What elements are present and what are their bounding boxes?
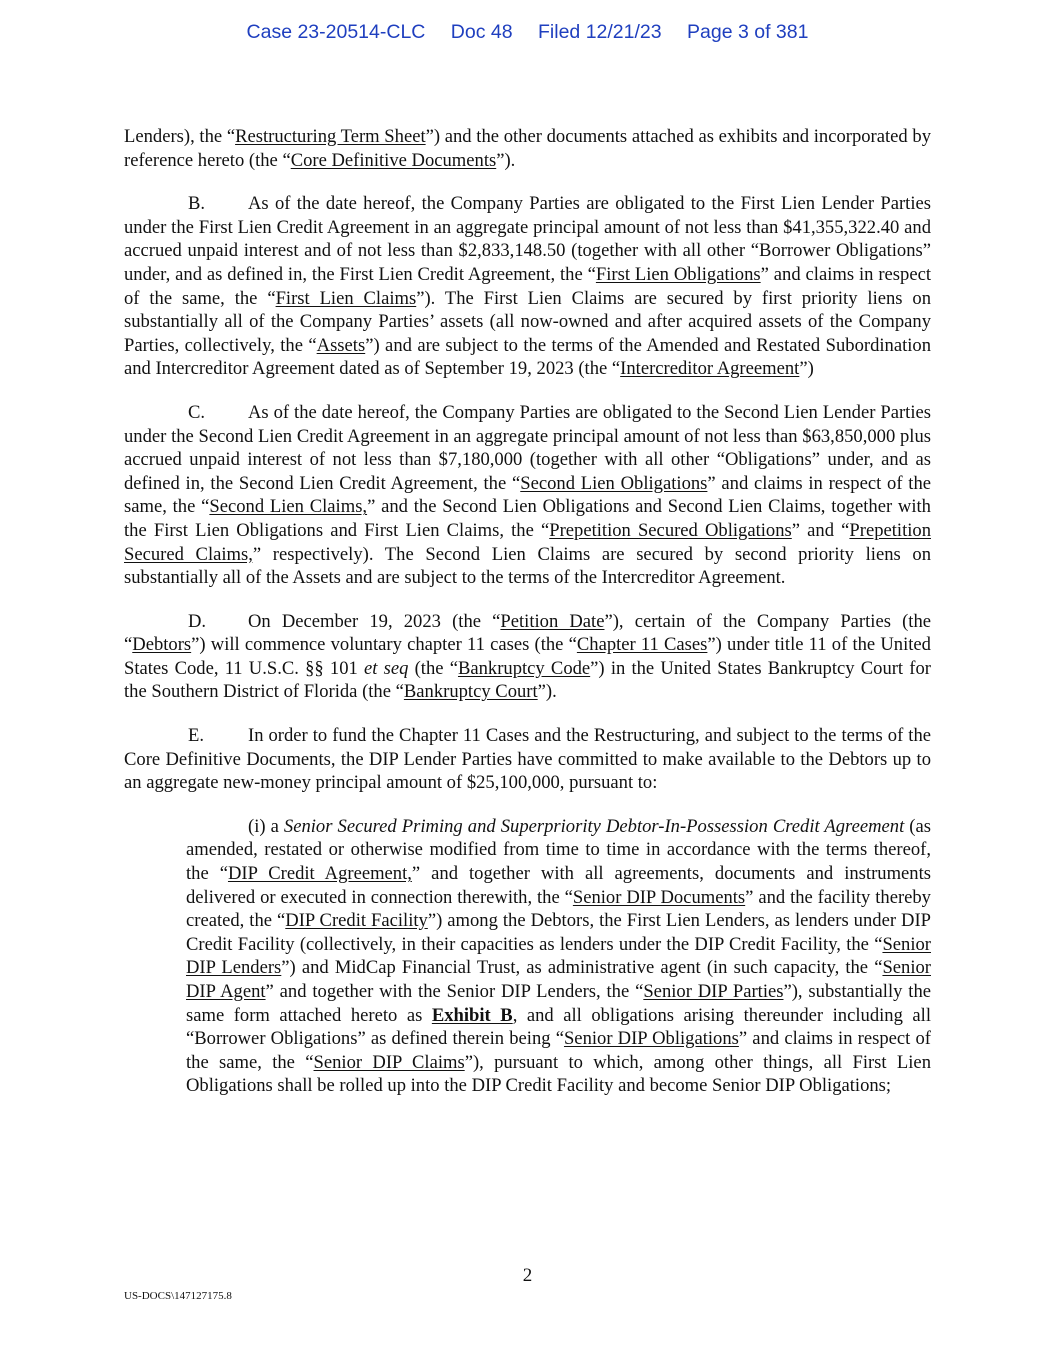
paragraph-d: D. On December 19, 2023 (the “Petition Date”), certain of the Company Parties (the “Debtors”) will commence voluntary chapter 11 cases (the “Chapter 11 Cases”) under title 11 of the United States Code, 11 U.S.C. §§ 101 et seq (the “Bankruptcy Code”) in the United States Bankruptcy Court for the Southern District of Florida (the “Bankruptcy Court”).	[124, 610, 931, 703]
paragraph-letter: D.	[188, 610, 207, 632]
filed-date: Filed 12/21/23	[538, 21, 662, 43]
paragraph-continuation: Lenders), the “Restructuring Term Sheet”) and the other documents attached as exhibits and incorporated by reference hereto (the “Core Definitive Documents”).	[124, 126, 931, 171]
paragraph-letter: C.	[188, 401, 206, 423]
paragraph-e-i: (i) a Senior Secured Priming and Superpriority Debtor-In-Possession Credit Agreement (as amended, restated or otherwise modified from time to time in accordance with the terms thereof, the “DIP Credit Agreement,” and together with all agreements, documents and instruments delivered or executed in connection therewith, the “Senior DIP Documents” and the facility thereby created, the “DIP Credit Facility”) among the Debtors, the First Lien Lenders, as lenders under DIP Credit Facility (collectively, in their capacities as lenders under the DIP Credit Facility, the “Senior DIP Lenders”) and MidCap Financial Trust, as administrative agent (in such capacity, the “Senior DIP Agent” and together with the Senior DIP Lenders, the “Senior DIP Parties”), substantially the same form attached hereto as Exhibit B, and all obligations arising thereunder including all “Borrower Obligations” as defined therein being “Senior DIP Obligations” and claims in respect of the same, the “Senior DIP Claims”), pursuant to which, among other things, all First Lien Obligations shall be rolled up into the DIP Credit Facility and become Senior DIP Obligations;	[186, 815, 931, 1097]
exhibit-b-reference: Exhibit B	[431, 1004, 513, 1026]
paragraph-c: C. As of the date hereof, the Company Parties are obligated to the Second Lien Lender Parties under the Second Lien Credit Agreement in an aggregate principal amount of not less than $63,850,000 plus accrued unpaid interest of not less than $7,180,000 (together with all other “Obligations” under, and as defined in, the Second Lien Credit Agreement, the “Second Lien Obligations” and claims in respect of the same, the “Second Lien Claims,” and the Second Lien Obligations and Second Lien Claims, together with the First Lien Obligations and First Lien Claims, the “Prepetition Secured Obligations” and “Prepetition Secured Claims,” respectively). The Second Lien Claims are secured by second priority liens on substantially all of the Assets and are subject to the terms of the Intercreditor Agreement.	[124, 401, 932, 589]
page-number: 2	[522, 1265, 533, 1286]
doc-number: Doc 48	[450, 21, 513, 43]
court-filing-header	[0, 21, 1055, 44]
paragraph-letter: B.	[188, 193, 206, 215]
paragraph-letter: E.	[188, 725, 205, 747]
paragraph-b: B. As of the date hereof, the Company Parties are obligated to the First Lien Lender Parties under the First Lien Credit Agreement in an aggregate principal amount of not less than $41,355,322.40 and accrued unpaid interest and of not less than $2,833,148.50 (together with all other “Borrower Obligations” under, and as defined in, the First Lien Credit Agreement, the “First Lien Obligations” and claims in respect of the same, the “First Lien Claims”). The First Lien Claims are secured by first priority liens on substantially all of the Company Parties’ assets (all now-owned and after acquired assets of the Company Parties, collectively, the “Assets”) and are subject to the terms of the Amended and Restated Subordination and Intercreditor Agreement dated as of September 19, 2023 (the “Intercreditor Agreement”)	[124, 193, 932, 380]
case-number: Case 23-20514-CLC	[246, 21, 426, 43]
paragraph-e: E. In order to fund the Chapter 11 Cases and the Restructuring, and subject to the terms of the Core Definitive Documents, the DIP Lender Parties have committed to make available to the Debtors up to an aggregate new-money principal amount of $25,100,000, pursuant to:	[124, 725, 931, 794]
document-body	[124, 125, 931, 1118]
document-id: US-DOCS\147127175.8	[124, 1290, 232, 1302]
page-of-total: Page 3 of 381	[687, 21, 809, 43]
